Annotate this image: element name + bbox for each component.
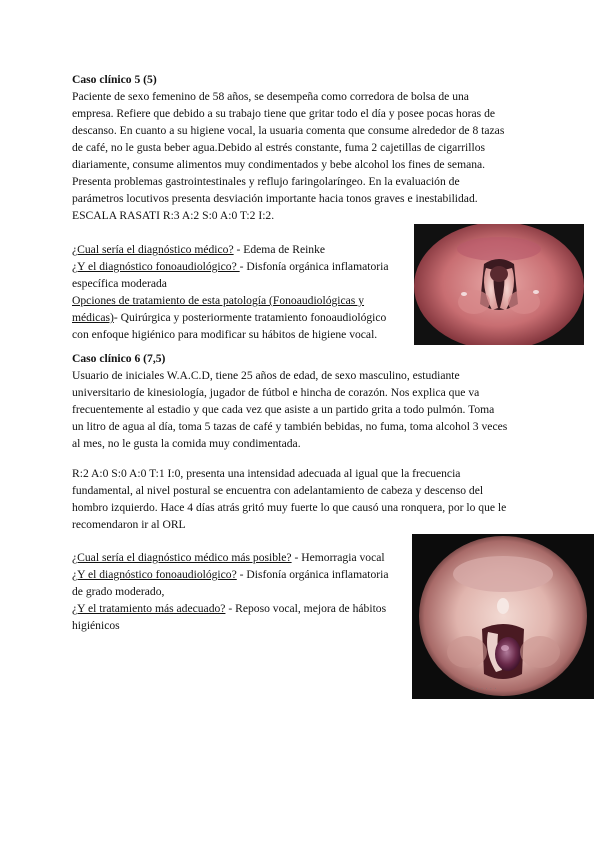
larynx-illustration-1 (414, 224, 584, 345)
case6-p2-line-3: hombro izquierdo. Hace 4 días atrás gritó muy fuerte lo que causó una ronquera, por lo que le (72, 501, 507, 514)
case5-q1-line (72, 241, 325, 258)
case5-answer-2-cont: específica moderada (72, 277, 167, 290)
case6-q2-line (72, 566, 389, 583)
case6-line-4: un litro de agua al día, toma 5 tazas de café y también bebidas, no fuma, toma alcohol 3 veces (72, 420, 508, 433)
case6-line-3: frecuentemente al estadio y que cada vez que asiste a un partido grita a todo pulmón. Toma (72, 403, 495, 416)
case6-title: Caso clínico 6 (7,5) (72, 352, 166, 365)
case6-line-2: universitario de kinesiología, jugador de fútbol e hincha de corazón. Nos explica que va (72, 386, 480, 399)
case6-question-1: ¿Cual sería el diagnóstico médico más posible? (72, 551, 292, 564)
case6-p2-line-1: R:2 A:0 S:0 A:0 T:1 I:0, presenta una intensidad adecuada al igual que la frecuencia (72, 467, 461, 480)
case6-question-2: ¿Y el diagnóstico fonoaudiológico? (72, 568, 237, 581)
case6-answer-3-cont: higiénicos (72, 619, 120, 632)
laryngoscopy-image-hemorrhage (412, 534, 594, 699)
case5-answer-2: - Disfonía orgánica inflamatoria (239, 260, 389, 273)
svg-text:· · · · · ·: · · · · · · (472, 685, 497, 693)
larynx-illustration-2 (412, 534, 594, 699)
case6-line-5: al mes, no le gusta la comida muy condimentada. (72, 437, 301, 450)
case5-question-3a: Opciones de tratamiento de esta patología (Fonoaudiológicas y (72, 294, 365, 307)
case6-line-1: Usuario de iniciales W.A.C.D, tiene 25 años de edad, de sexo masculino, estudiante (72, 369, 460, 382)
case6-q3-line (72, 600, 386, 617)
case6-q1-line (72, 549, 385, 566)
case5-line-1: Paciente de sexo femenino de 58 años, se desempeña como corredora de bolsa de una (72, 90, 469, 103)
case5-question-2: ¿Y el diagnóstico fonoaudiológico? (72, 260, 240, 273)
case6-p2-line-4: recomendaron ir al ORL (72, 518, 186, 531)
case5-line-3: descanso. En cuanto a su higiene vocal, la usuaria comenta que consume alrededor de 8 tazas (72, 124, 505, 137)
case6-answer-2: - Disfonía orgánica inflamatoria (236, 568, 389, 581)
case5-line-6: Presenta problemas gastrointestinales y reflujo faringolaríngeo. En la evaluación de (72, 175, 460, 188)
case5-answer-3a: - Quirúrgica y posteriormente tratamiento fonoaudiológico (113, 311, 387, 324)
case5-question-3b: médicas) (72, 311, 114, 324)
case6-answer-3: - Reposo vocal, mejora de hábitos (225, 602, 387, 615)
case5-answer-3b: con enfoque higiénico para modificar su hábitos de higiene vocal. (72, 328, 378, 341)
case5-line-2: empresa. Refiere que debido a su trabajo tiene que gritar todo el día y posee pocas horas de (72, 107, 496, 120)
case5-line-7: parámetros locutivos presenta desviación importante hacia tonos graves e inestabilidad. (72, 192, 478, 205)
case5-line-8: ESCALA RASATI R:3 A:2 S:0 A:0 T:2 I:2. (72, 209, 275, 222)
case5-answer-1: - Edema de Reinke (233, 243, 326, 256)
case5-q3-line (72, 309, 386, 326)
case5-line-5: diariamente, consume alimentos muy condimentados y bebe alcohol los fines de semana. (72, 158, 486, 171)
case6-answer-2-cont: de grado moderado, (72, 585, 165, 598)
case5-q2-line (72, 258, 388, 275)
laryngoscopy-image-edema (414, 224, 584, 345)
case6-question-3: ¿Y el tratamiento más adecuado? (72, 602, 226, 615)
case5-question-1: ¿Cual sería el diagnóstico médico? (72, 243, 234, 256)
case5-title: Caso clínico 5 (5) (72, 73, 157, 86)
case5-line-4: de café, no le gusta beber agua.Debido al estrés constante, fuma 2 cajetillas de cigarrillos (72, 141, 486, 154)
case6-answer-1: - Hemorragia vocal (291, 551, 385, 564)
case6-p2-line-2: fundamental, al nivel postural se encuentra con adelantamiento de cabeza y descenso del (72, 484, 484, 497)
